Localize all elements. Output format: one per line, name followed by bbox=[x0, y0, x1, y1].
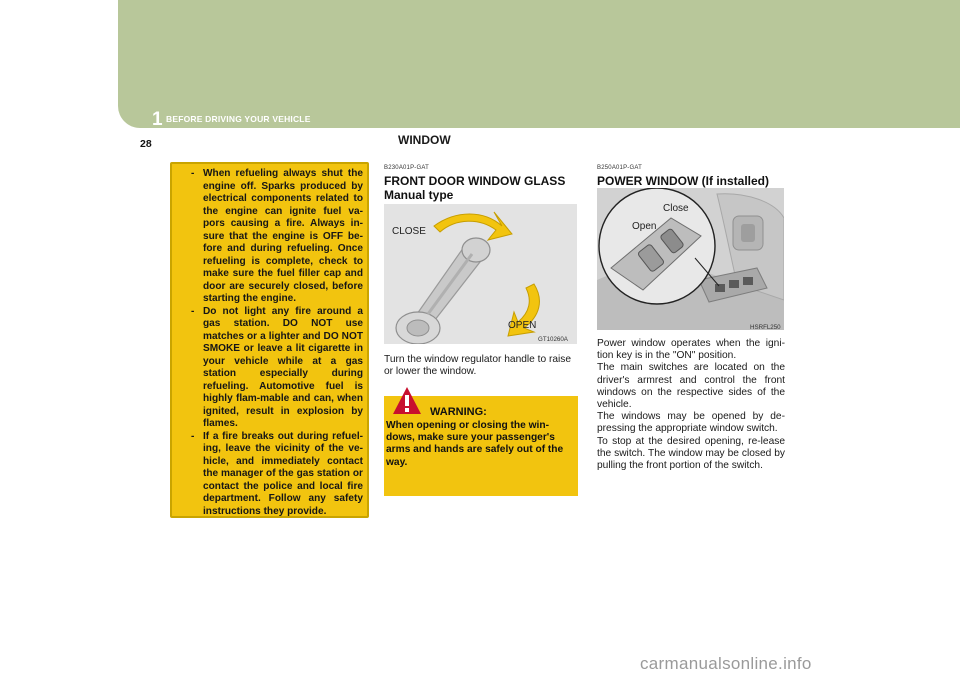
fuel-warning-item: - Do not light any fire around a gas station. DO NOT use matches or a lighter and DO NOT SMOKE or leave a lit cigarette in your vehicle while at a gas station especially during refueling. Automotive fuel is highly flam-mable and can, when ignited, result in explosion by flames. bbox=[191, 305, 363, 429]
fuel-warning-item: - When refueling always shut the engine off. Sparks produced by electrical components related to the engine can ignite fuel va-pors causing a fire. Always in-sure that the engine is OFF be-fore and during refueling. Once refueling is complete, check to make sure the fuel filler cap and door are securely closed, before starting the engine. bbox=[191, 168, 363, 304]
chapter-number: 1 bbox=[152, 109, 163, 130]
header-bar bbox=[118, 0, 960, 128]
fuel-warning-item: - If a fire breaks out during refuel-ing, leave the vicinity of the ve-hicle, and immediately contact the manager of the gas station or contact the police and local fire department. Follow any safety instructions they provide. bbox=[191, 430, 363, 517]
figure-caption: GT10260A bbox=[538, 336, 568, 343]
section-code: B230A01P-GAT bbox=[384, 165, 429, 171]
manual-window-body: Turn the window regulator handle to raise or lower the window. bbox=[384, 354, 572, 378]
window-crank-figure bbox=[384, 204, 577, 344]
chapter-title: BEFORE DRIVING YOUR VEHICLE bbox=[166, 114, 311, 124]
power-window-illustration bbox=[597, 188, 784, 330]
watermark: carmanualsonline.info bbox=[640, 654, 812, 673]
page-number: 28 bbox=[140, 138, 152, 150]
section-title: POWER WINDOW (If installed) bbox=[597, 174, 769, 188]
figure-label-close: Close bbox=[663, 203, 689, 214]
section-code: B250A01P-GAT bbox=[597, 165, 642, 171]
section-tab-label: WINDOW bbox=[398, 133, 451, 147]
fuel-warning-box bbox=[170, 162, 369, 518]
window-warning-title: WARNING: bbox=[430, 406, 487, 418]
figure-label-close: CLOSE bbox=[392, 226, 426, 237]
window-warning-text: When opening or closing the win-dows, make sure your passenger's arms and hands are safely out of the way. bbox=[386, 420, 564, 468]
warning-triangle-icon bbox=[392, 386, 422, 416]
figure-label-open: Open bbox=[632, 221, 657, 232]
window-crank-illustration bbox=[384, 204, 577, 344]
figure-label-open: OPEN bbox=[508, 320, 537, 331]
figure-caption: HSRFL250 bbox=[750, 324, 781, 331]
section-title: FRONT DOOR WINDOW GLASS Manual type bbox=[384, 174, 566, 202]
power-window-body: Power window operates when the igni-tion key is in the "ON" position. The main switches are located on the driver's armrest and control the front windows on the respective sides of the vehicle. The windows may be opened by de-pressing the appropriate window switch. To stop at the desired opening, re-lease the switch. The window may be closed by pulling the front portion of the switch. bbox=[597, 338, 785, 472]
power-window-figure bbox=[597, 188, 784, 330]
